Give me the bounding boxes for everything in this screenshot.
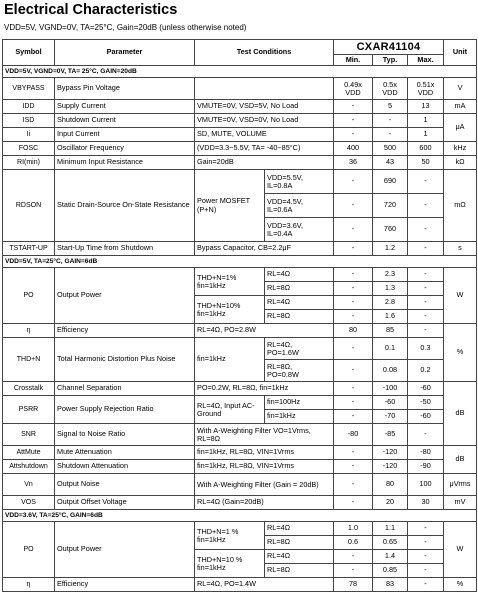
max-cell: - (408, 218, 444, 242)
condition-cell: RL=4Ω (Gain=20dB) (195, 496, 334, 510)
header-min: Min. (334, 55, 373, 66)
condition-cell: With A-Weighting Filter VO=1Vrms, RL=8Ω (195, 424, 334, 446)
symbol-cell: PSRR (3, 396, 55, 424)
max-cell: 50 (408, 156, 444, 170)
min-cell: - (334, 550, 373, 564)
max-cell: - (408, 424, 444, 446)
condition-cell: THD+N=1 % fin=1kHz (195, 522, 265, 550)
condition-cell: RL=4Ω, Input AC-Ground (195, 396, 265, 424)
load-cell: RL=4Ω (265, 268, 334, 282)
min-cell: 78 (334, 578, 373, 592)
table-row (3, 382, 477, 396)
symbol-cell: Ii (3, 128, 55, 142)
header-row (3, 40, 477, 55)
unit-cell: μA (444, 114, 477, 142)
typ-cell: 0.5x VDD (373, 78, 408, 100)
typ-cell: 85 (373, 324, 408, 338)
subcondition-cell: VDD=3.6V, IL=0.4A (265, 218, 334, 242)
max-cell: - (408, 268, 444, 282)
min-cell: - (334, 410, 373, 424)
parameter-cell: Output Power (55, 268, 195, 324)
min-cell: - (334, 564, 373, 578)
unit-cell: kHz (444, 142, 477, 156)
condition-cell: RL=4Ω, PO=2.8W (195, 324, 334, 338)
max-cell: - (408, 550, 444, 564)
header-test-conditions: Test Conditions (195, 40, 334, 66)
typ-cell: 0.85 (373, 564, 408, 578)
section-label: VDD=5V, TA=25°C, GAIN=6dB (3, 256, 477, 268)
header-symbol: Symbol (3, 40, 55, 66)
typ-cell: 1.6 (373, 310, 408, 324)
table-row (3, 142, 477, 156)
min-cell: 0.6 (334, 536, 373, 550)
typ-cell: 1.3 (373, 282, 408, 296)
unit-cell: % (444, 324, 477, 382)
min-cell: 0.49x VDD (334, 78, 373, 100)
section-row (3, 66, 477, 78)
table-row (3, 338, 477, 360)
condition-cell: fin=1kHz (195, 338, 265, 382)
unit-cell: V (444, 78, 477, 100)
max-cell: 0.2 (408, 360, 444, 382)
condition-cell: fin=1kHz, RL=8Ω, VIN=1Vrms (195, 460, 334, 474)
typ-cell: 80 (373, 474, 408, 496)
parameter-cell: Signal to Noise Ratio (55, 424, 195, 446)
table-row (3, 78, 477, 100)
frequency-cell: fin=100Hz (265, 396, 334, 410)
unit-cell: mA (444, 100, 477, 114)
min-cell: - (334, 382, 373, 396)
max-cell: - (408, 242, 444, 256)
min-cell: - (334, 460, 373, 474)
max-cell: 100 (408, 474, 444, 496)
subcondition-cell: VDD=4.5V, IL=0.6A (265, 194, 334, 218)
symbol-cell: PO (3, 268, 55, 324)
typ-cell: 2.3 (373, 268, 408, 282)
condition-cell: THD+N=1% fin=1kHz (195, 268, 265, 296)
section-row (3, 256, 477, 268)
typ-cell: 43 (373, 156, 408, 170)
parameter-cell: Output Noise (55, 474, 195, 496)
max-cell: -60 (408, 410, 444, 424)
unit-cell: % (444, 578, 477, 592)
typ-cell: -100 (373, 382, 408, 396)
min-cell: - (334, 310, 373, 324)
load-cell: RL=8Ω (265, 564, 334, 578)
condition-cell: Power MOSFET (P+N) (195, 170, 265, 242)
load-cell: RL=8Ω (265, 282, 334, 296)
condition-cell: fin=1kHz, RL=8Ω, VIN=1Vrms (195, 446, 334, 460)
header-typ: Typ. (373, 55, 408, 66)
header-parameter: Parameter (55, 40, 195, 66)
symbol-cell: η (3, 578, 55, 592)
subcondition-cell: RL=8Ω, PO=0.8W (265, 360, 334, 382)
symbol-cell: THD+N (3, 338, 55, 382)
max-cell: - (408, 536, 444, 550)
condition-cell: Gain=20dB (195, 156, 334, 170)
max-cell: 1 (408, 114, 444, 128)
max-cell: 13 (408, 100, 444, 114)
typ-cell: 0.65 (373, 536, 408, 550)
typ-cell: 1.2 (373, 242, 408, 256)
symbol-cell: Crosstalk (3, 382, 55, 396)
typ-cell: 720 (373, 194, 408, 218)
symbol-cell: Vn (3, 474, 55, 496)
typ-cell: 690 (373, 170, 408, 194)
parameter-cell: Channel Separation (55, 382, 195, 396)
parameter-cell: Supply Current (55, 100, 195, 114)
frequency-cell: fin=1kHz (265, 410, 334, 424)
load-cell: RL=4Ω (265, 296, 334, 310)
max-cell: - (408, 170, 444, 194)
table-row (3, 396, 477, 410)
min-cell: - (334, 338, 373, 360)
unit-cell: W (444, 522, 477, 578)
table-row (3, 496, 477, 510)
parameter-cell: Mute Attenuation (55, 446, 195, 460)
table-row (3, 170, 477, 194)
typ-cell: 0.08 (373, 360, 408, 382)
page-title: Electrical Characteristics (4, 2, 178, 18)
max-cell: 600 (408, 142, 444, 156)
parameter-cell: Shutdown Attenuation (55, 460, 195, 474)
unit-cell: μVrms (444, 474, 477, 496)
table-row (3, 424, 477, 446)
symbol-cell: Attshutdown (3, 460, 55, 474)
header-max: Max. (408, 55, 444, 66)
symbol-cell: TSTART-UP (3, 242, 55, 256)
condition-cell: THD+N=10 % fin=1kHz (195, 550, 265, 578)
typ-cell: -60 (373, 396, 408, 410)
table-row (3, 522, 477, 536)
max-cell: -60 (408, 382, 444, 396)
max-cell: -90 (408, 460, 444, 474)
unit-cell: dB (444, 382, 477, 446)
symbol-cell: IDD (3, 100, 55, 114)
min-cell: -80 (334, 424, 373, 446)
unit-cell: dB (444, 446, 477, 474)
min-cell: - (334, 128, 373, 142)
condition-cell: With A-Weighting Filter (Gain = 20dB) (195, 474, 334, 496)
typ-cell: 1.4 (373, 550, 408, 564)
min-cell: - (334, 496, 373, 510)
symbol-cell: RI(min) (3, 156, 55, 170)
max-cell: - (408, 522, 444, 536)
min-cell: - (334, 242, 373, 256)
typ-cell: -120 (373, 446, 408, 460)
table-row (3, 474, 477, 496)
typ-cell: 1.1 (373, 522, 408, 536)
parameter-cell: Output Offset Voltage (55, 496, 195, 510)
table-row (3, 128, 477, 142)
parameter-cell: Static Drain-Source On-State Resistance (55, 170, 195, 242)
max-cell: - (408, 296, 444, 310)
min-cell: - (334, 194, 373, 218)
max-cell: - (408, 324, 444, 338)
table-row (3, 114, 477, 128)
max-cell: 0.51x VDD (408, 78, 444, 100)
max-cell: 0.3 (408, 338, 444, 360)
parameter-cell: Input Current (55, 128, 195, 142)
unit-cell: kΩ (444, 156, 477, 170)
symbol-cell: PO (3, 522, 55, 578)
condition-cell: VMUTE=0V, VSD=5V, No Load (195, 100, 334, 114)
table-row (3, 156, 477, 170)
symbol-cell: RDSON (3, 170, 55, 242)
table-row (3, 324, 477, 338)
parameter-cell: Minimum Input Resistance (55, 156, 195, 170)
symbol-cell: η (3, 324, 55, 338)
max-cell: - (408, 282, 444, 296)
min-cell: 1.0 (334, 522, 373, 536)
condition-cell: (VDD=3.3~5.5V, TA= -40~85°C) (195, 142, 334, 156)
table-row (3, 100, 477, 114)
min-cell: - (334, 296, 373, 310)
typ-cell: 83 (373, 578, 408, 592)
max-cell: - (408, 194, 444, 218)
load-cell: RL=4Ω (265, 522, 334, 536)
typ-cell: -70 (373, 410, 408, 424)
table-row (3, 578, 477, 592)
condition-cell: THD+N=10% fin=1kHz (195, 296, 265, 324)
min-cell: - (334, 218, 373, 242)
load-cell: RL=8Ω (265, 310, 334, 324)
header-part-number: CXAR41104 (334, 40, 444, 55)
parameter-cell: Total Harmonic Distortion Plus Noise (55, 338, 195, 382)
unit-cell: s (444, 242, 477, 256)
parameter-cell: Output Power (55, 522, 195, 578)
min-cell: - (334, 360, 373, 382)
typ-cell: 760 (373, 218, 408, 242)
parameter-cell: Shutdown Current (55, 114, 195, 128)
min-cell: 36 (334, 156, 373, 170)
min-cell: - (334, 282, 373, 296)
load-cell: RL=4Ω (265, 550, 334, 564)
parameter-cell: Start-Up Time from Shutdown (55, 242, 195, 256)
parameter-cell: Efficiency (55, 324, 195, 338)
header-unit: Unit (444, 40, 477, 66)
section-label: VDD=3.6V, TA=25°C, GAIN=6dB (3, 510, 477, 522)
symbol-cell: FOSC (3, 142, 55, 156)
subcondition-cell: VDD=5.5V, IL=0.8A (265, 170, 334, 194)
max-cell: - (408, 564, 444, 578)
parameter-cell: Oscillator Frequency (55, 142, 195, 156)
min-cell: - (334, 100, 373, 114)
typ-cell: 2.8 (373, 296, 408, 310)
parameter-cell: Bypass Pin Voltage (55, 78, 195, 100)
min-cell: - (334, 396, 373, 410)
table-row (3, 460, 477, 474)
test-conditions-note: VDD=5V, VGND=0V, TA=25°C, Gain=20dB (unless otherwise noted) (4, 23, 247, 32)
unit-cell: mV (444, 496, 477, 510)
min-cell: - (334, 114, 373, 128)
symbol-cell: AttMute (3, 446, 55, 460)
typ-cell: -85 (373, 424, 408, 446)
max-cell: 1 (408, 128, 444, 142)
max-cell: 30 (408, 496, 444, 510)
min-cell: - (334, 170, 373, 194)
condition-cell (195, 78, 334, 100)
typ-cell: - (373, 114, 408, 128)
max-cell: -50 (408, 396, 444, 410)
condition-cell: Bypass Capacitor, CB=2.2μF (195, 242, 334, 256)
electrical-characteristics-table (2, 39, 477, 592)
table-row (3, 446, 477, 460)
typ-cell: 500 (373, 142, 408, 156)
typ-cell: 20 (373, 496, 408, 510)
table-row (3, 242, 477, 256)
parameter-cell: Power Supply Rejection Ratio (55, 396, 195, 424)
load-cell: RL=8Ω (265, 536, 334, 550)
min-cell: 80 (334, 324, 373, 338)
min-cell: - (334, 446, 373, 460)
max-cell: - (408, 310, 444, 324)
parameter-cell: Efficiency (55, 578, 195, 592)
section-label: VDD=5V, VGND=0V, TA= 25°C, GAIN=20dB (3, 66, 477, 78)
typ-cell: - (373, 128, 408, 142)
min-cell: 400 (334, 142, 373, 156)
typ-cell: 5 (373, 100, 408, 114)
subcondition-cell: RL=4Ω, PO=1.6W (265, 338, 334, 360)
typ-cell: 0.1 (373, 338, 408, 360)
min-cell: - (334, 474, 373, 496)
unit-cell: mΩ (444, 170, 477, 242)
typ-cell: -120 (373, 460, 408, 474)
max-cell: -80 (408, 446, 444, 460)
max-cell: - (408, 578, 444, 592)
symbol-cell: VBYPASS (3, 78, 55, 100)
symbol-cell: ISD (3, 114, 55, 128)
condition-cell: SD, MUTE, VOLUME (195, 128, 334, 142)
condition-cell: PO=0.2W, RL=8Ω, fin=1kHz (195, 382, 334, 396)
unit-cell: W (444, 268, 477, 324)
condition-cell: RL=4Ω, PO=1.4W (195, 578, 334, 592)
section-row (3, 510, 477, 522)
table-row (3, 268, 477, 282)
condition-cell: VMUTE=0V, VSD=0V, No Load (195, 114, 334, 128)
symbol-cell: SNR (3, 424, 55, 446)
min-cell: - (334, 268, 373, 282)
symbol-cell: VOS (3, 496, 55, 510)
